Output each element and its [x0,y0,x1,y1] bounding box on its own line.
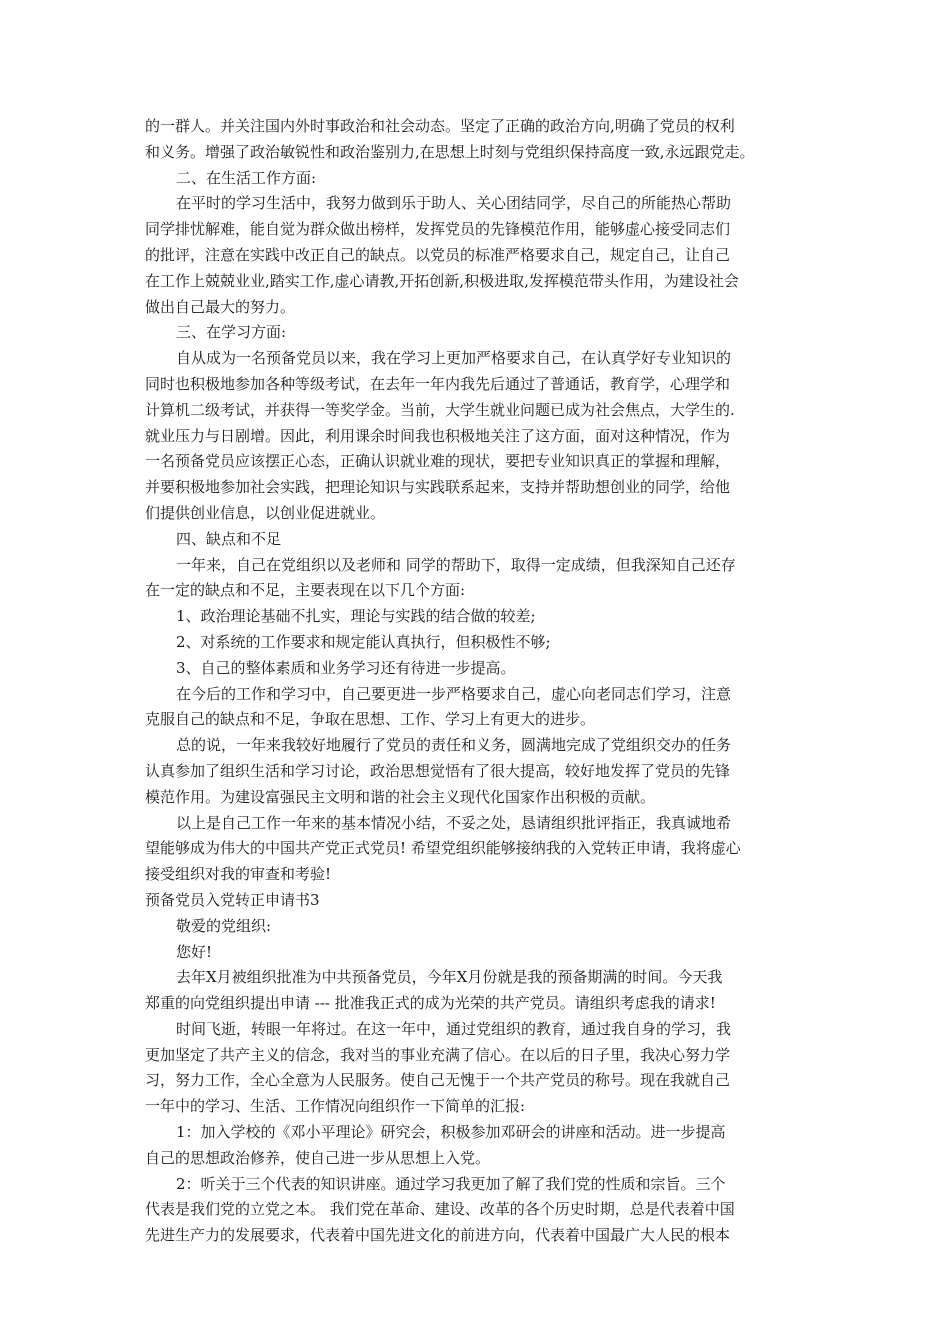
text-line: 就业压力与日剧增。因此，利用课余时间我也积极地关注了这方面，面对这种情况，作为 [145,426,731,445]
text-line: 接受组织对我的审查和考验! [145,865,332,884]
paragraph [145,1017,815,1120]
text-line: 1、政治理论基础不扎实，理论与实践的结合做的较差; [176,607,536,626]
text-line: 2、对系统的工作要求和规定能认真执行，但积极性不够; [176,632,551,651]
text-line: 自己的思想政治修养，使自己进一步从思想上入党。 [145,1148,491,1167]
text-line: 的批评，注意在实践中改正自己的缺点。以党员的标准严格要求自己，规定自己，让自己 [145,245,731,264]
text-line: 去年X月被组织批准为中共预备党员，今年X月份就是我的预备期满的时间。今天我 [176,968,723,987]
text-line: 自从成为一名预备党员以来，我在学习上更加严格要求自己，在认真学好专业知识的 [176,349,732,368]
text-line: 计算机二级考试，并获得一等奖学金。当前，大学生就业问题已成为社会焦点，大学生的. [145,400,735,419]
text-line: 在工作上兢兢业业,踏实工作,虚心请教,开拓创新,积极进取,发挥模范带头作用，为建设社会 [145,271,739,290]
text-line: 模范作用。为建设富强民主文明和谐的社会主义现代化国家作出积极的贡献。 [145,787,656,806]
paragraph [145,346,815,527]
text-line: 一年来，自己在党组织以及老师和 同学的帮助下，取得一定成绩，但我深知自己还存 [176,555,736,574]
text-line: 做出自己最大的努力。 [145,297,296,316]
text-line: 1：加入学校的《邓小平理论》研究会，积极参加邓研会的讲座和活动。进一步提高 [176,1123,726,1142]
paragraph [145,630,815,656]
paragraph [145,527,815,553]
text-line: 一名预备党员应该摆正心态，正确认识就业难的现状，要把专业知识真正的掌握和理解， [145,452,731,471]
paragraph [145,166,815,192]
text-line: 以上是自己工作一年来的基本情况小结，不妥之处，恳请组织批评指正，我真诚地希 [176,813,732,832]
text-line: 在今后的工作和学习中，自己要更进一步严格要求自己，虚心向老同志们学习，注意 [176,684,732,703]
text-line: 2：听关于三个代表的知识讲座。通过学习我更加了解了我们党的性质和宗旨。三个 [176,1174,726,1193]
paragraph [145,114,815,166]
paragraph [145,604,815,630]
text-line: 敬爱的党组织: [176,916,272,935]
text-line: 望能够成为伟大的中国共产党正式党员! 希望党组织能够接纳我的入党转正申请，我将虚心 [145,839,741,858]
text-line: 并要积极地参加社会实践，把理论知识与实践联系起来，支持并帮助想创业的同学，给他 [145,478,731,497]
text-line: 代表是我们党的立党之本。 我们党在革命、建设、改革的各个历史时期，总是代表着中国 [145,1200,735,1219]
text-line: 二、在生活工作方面: [176,168,317,187]
paragraph [145,191,815,320]
text-line: 一年中的学习、生活、工作情况向组织作一下简单的汇报: [145,1097,526,1116]
paragraph [145,888,815,914]
text-line: 预备党员入党转正申请书3 [145,890,320,909]
text-line: 时间飞逝，转眼一年将过。在这一年中，通过党组织的教育，通过我自身的学习，我 [176,1019,732,1038]
text-line: 您好! [176,942,213,961]
paragraph [145,914,815,940]
paragraph [145,320,815,346]
text-line: 更加坚定了共产主义的信念，我对当的事业充满了信心。在以后的日子里，我决心努力学 [145,1045,731,1064]
text-line: 同学排忧解难，能自觉为群众做出榜样，发挥党员的先锋模范作用，能够虚心接受同志们 [145,220,731,239]
text-line: 总的说，一年来我较好地履行了党员的责任和义务，圆满地完成了党组织交办的任务 [176,736,732,755]
paragraph [145,733,815,810]
text-line: 认真参加了组织生活和学习讨论，政治思想觉悟有了很大提高，较好地发挥了党员的先锋 [145,761,731,780]
text-line: 同时也积极地参加各种等级考试，在去年一年内我先后通过了普通话，教育学，心理学和 [145,374,731,393]
paragraph [145,682,815,734]
paragraph [145,553,815,605]
paragraph [145,811,815,888]
text-line: 和义务。增强了政治敏锐性和政治鉴别力,在思想上时刻与党组织保持高度一致,永远跟党走。 [145,142,755,161]
text-line: 三、在学习方面: [176,323,287,342]
text-line: 四、缺点和不足 [176,529,282,548]
paragraph [145,1172,815,1249]
paragraph [145,940,815,966]
text-line: 克服自己的缺点和不足，争取在思想、工作、学习上有更大的进步。 [145,710,596,729]
text-line: 的一群人。并关注国内外时事政治和社会动态。坚定了正确的政治方向,明确了党员的权利 [145,117,735,135]
text-line: 3、自己的整体素质和业务学习还有待进一步提高。 [176,658,516,677]
text-line: 先进生产力的发展要求，代表着中国先进文化的前进方向，代表着中国最广大人民的根本 [145,1226,731,1245]
paragraph [145,1120,815,1172]
text-line: 在一定的缺点和不足，主要表现在以下几个方面: [145,581,466,600]
text-line: 们提供创业信息，以创业促进就业。 [145,503,386,522]
document-body [145,114,815,1249]
text-line: 在平时的学习生活中，我努力做到乐于助人、关心团结同学，尽自己的所能热心帮助 [176,194,732,213]
text-line: 郑重的向党组织提出申请 --- 批准我正式的成为光荣的共产党员。请组织考虑我的请求! [145,994,716,1013]
paragraph [145,965,815,1017]
text-line: 习，努力工作，全心全意为人民服务。使自己无愧于一个共产党员的称号。现在我就自己 [145,1071,731,1090]
paragraph [145,656,815,682]
